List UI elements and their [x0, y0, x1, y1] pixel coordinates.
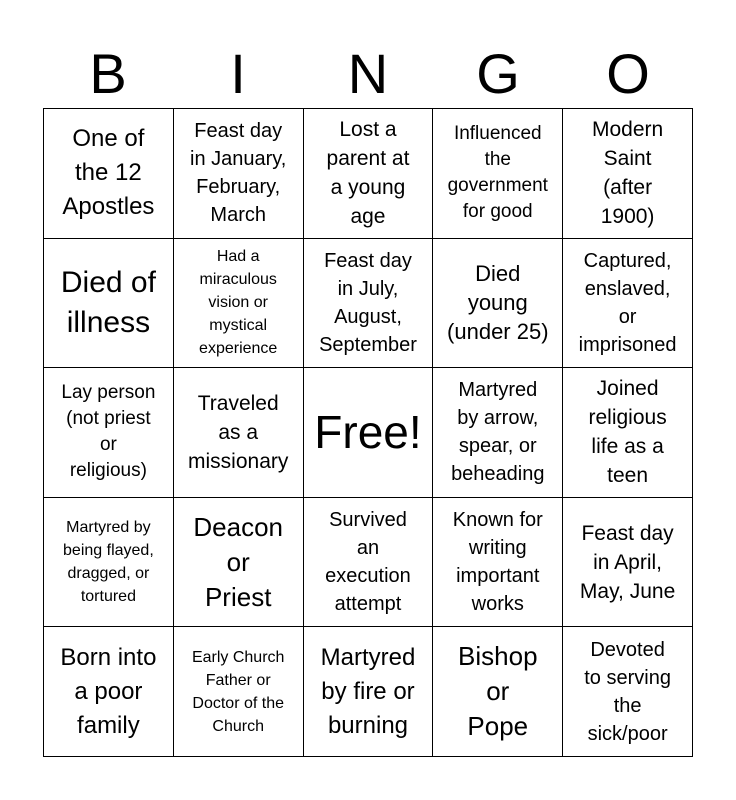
- cell-text: Traveled as a missionary: [188, 391, 289, 473]
- cell-text: Bishop or Pope: [458, 641, 538, 742]
- bingo-cell[interactable]: [44, 109, 174, 239]
- cell-text: Died young (under 25): [447, 261, 549, 345]
- bingo-cell[interactable]: [304, 109, 434, 239]
- bingo-cell[interactable]: [304, 498, 434, 628]
- bingo-cell[interactable]: [174, 498, 304, 628]
- free-space-text: Free!: [314, 406, 422, 459]
- bingo-cell[interactable]: [174, 239, 304, 369]
- bingo-cell[interactable]: [433, 368, 563, 498]
- cell-text: Joined religious life as a teen: [588, 377, 667, 488]
- bingo-board: [43, 108, 693, 757]
- cell-text: Born into a poor family: [60, 643, 157, 739]
- header-letter-g: G: [476, 42, 520, 105]
- cell-text: Had a miraculous vision or mystical experience: [199, 248, 278, 358]
- cell-text: Feast day in April, May, June: [579, 521, 676, 603]
- cell-text: Early Church Father or Doctor of the Church: [191, 648, 285, 735]
- bingo-cell[interactable]: [563, 239, 693, 369]
- bingo-cell[interactable]: [433, 498, 563, 628]
- cell-text: Captured, enslaved, or imprisoned: [578, 249, 677, 356]
- cell-text: Known for writing important works: [452, 509, 543, 616]
- cell-text: One of the 12 Apostles: [62, 125, 155, 221]
- bingo-cell[interactable]: [433, 239, 563, 369]
- cell-text: Lay person (not priest or religious): [61, 382, 156, 482]
- bingo-cell[interactable]: [433, 109, 563, 239]
- header-letter-o: O: [606, 42, 650, 105]
- cell-text: Died of illness: [60, 265, 156, 339]
- bingo-cell[interactable]: [433, 627, 563, 757]
- bingo-cell[interactable]: [44, 627, 174, 757]
- bingo-cell[interactable]: [563, 368, 693, 498]
- bingo-cell[interactable]: [44, 498, 174, 628]
- free-space[interactable]: [304, 368, 434, 498]
- bingo-cell[interactable]: [174, 109, 304, 239]
- cell-text: Feast day in July, August, September: [319, 249, 417, 356]
- cell-text: Martyred by arrow, spear, or beheading: [451, 379, 545, 486]
- cell-text: Martyred by fire or burning: [320, 643, 416, 739]
- bingo-header: [43, 42, 693, 106]
- header-letter-b: B: [89, 42, 127, 105]
- bingo-cell[interactable]: [44, 239, 174, 369]
- cell-text: Feast day in January, February, March: [190, 120, 287, 227]
- cell-text: Devoted to serving the sick/poor: [584, 638, 671, 745]
- bingo-cell[interactable]: [563, 109, 693, 239]
- bingo-cell[interactable]: [563, 498, 693, 628]
- cell-text: Deacon or Priest: [193, 511, 283, 612]
- bingo-cell[interactable]: [563, 627, 693, 757]
- cell-text: Martyred by being flayed, dragged, or tortured: [63, 519, 154, 606]
- bingo-cell[interactable]: [304, 627, 434, 757]
- header-letter-n: N: [347, 42, 389, 105]
- cell-text: Survived an execution attempt: [325, 509, 411, 616]
- bingo-cell[interactable]: [174, 627, 304, 757]
- bingo-cell[interactable]: [304, 239, 434, 369]
- cell-text: Influenced the government for good: [447, 123, 548, 223]
- cell-text: Lost a parent at a young age: [326, 118, 410, 229]
- header-letter-i: I: [230, 42, 246, 105]
- bingo-cell[interactable]: [44, 368, 174, 498]
- bingo-cell[interactable]: [174, 368, 304, 498]
- cell-text: Modern Saint (after 1900): [591, 118, 664, 229]
